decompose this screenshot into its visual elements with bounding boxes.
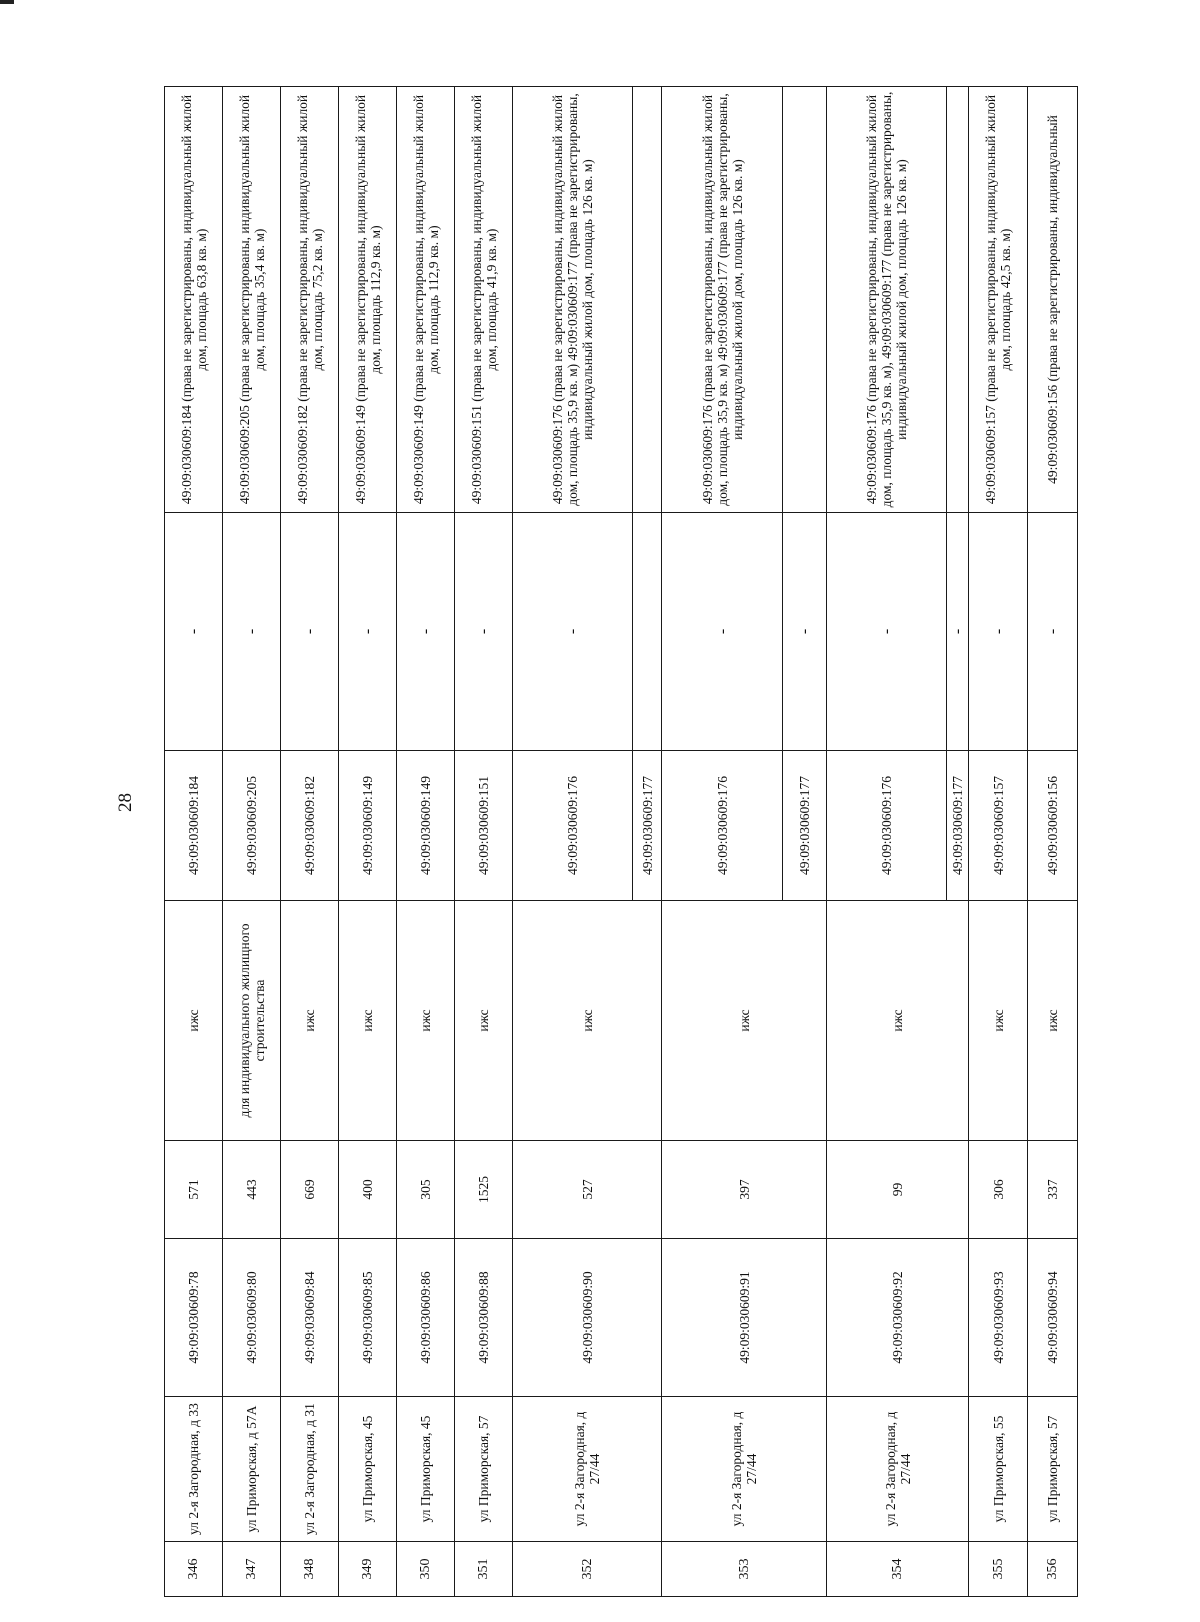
building-rights-cell: 49:09:030609:157 (права не зарегистрированы, индивидуальный жилой дом, площадь 42,5 кв. м) (969, 87, 1028, 513)
building-rights-cell: 49:09:030609:182 (права не зарегистрированы, индивидуальный жилой дом, площадь 75,2 кв. м) (281, 87, 339, 513)
empty-value-cell: - (397, 513, 455, 751)
address-cell: ул Приморская, 45 (397, 1397, 455, 1542)
building-number-cell: 49:09:030609:176 (827, 751, 947, 901)
empty-value-cell: - (969, 513, 1028, 751)
area-cell: 400 (339, 1141, 397, 1239)
empty-value-cell: - (947, 513, 969, 751)
area-cell: 337 (1028, 1141, 1078, 1239)
building-number-cell: 49:09:030609:151 (455, 751, 513, 901)
table-row (662, 87, 783, 1597)
row-number: 347 (223, 1542, 281, 1597)
building-rights-cell: 49:09:030609:151 (права не зарегистрированы, индивидуальный жилой дом, площадь 41,9 кв. м) (455, 87, 513, 513)
table-row (397, 87, 455, 1597)
row-number: 350 (397, 1542, 455, 1597)
land-use-cell: для индивидуального жилищного строительства (223, 901, 281, 1141)
empty-value-cell: - (1028, 513, 1078, 751)
land-use-cell: ижс (662, 901, 827, 1141)
building-number-cell: 49:09:030609:176 (513, 751, 633, 901)
rotated-page (164, 87, 1078, 1597)
area-cell: 527 (513, 1141, 662, 1239)
building-number-cell: 49:09:030609:149 (397, 751, 455, 901)
row-number: 356 (1028, 1542, 1078, 1597)
parcel-number-cell: 49:09:030609:88 (455, 1239, 513, 1397)
land-use-cell: ижс (827, 901, 969, 1141)
parcel-number-cell: 49:09:030609:80 (223, 1239, 281, 1397)
table-row (165, 87, 223, 1597)
building-number-cell: 49:09:030609:182 (281, 751, 339, 901)
building-number-cell: 49:09:030609:184 (165, 751, 223, 901)
address-cell: ул Приморская, д 57А (223, 1397, 281, 1542)
empty-cell (633, 87, 662, 513)
area-cell: 443 (223, 1141, 281, 1239)
area-cell: 571 (165, 1141, 223, 1239)
building-rights-cell: 49:09:030609:156 (права не зарегистрированы, индивидуальный (1028, 87, 1078, 513)
land-use-cell: ижс (1028, 901, 1078, 1141)
empty-cell (783, 87, 827, 513)
row-number: 352 (513, 1542, 662, 1597)
scan-edge-mark (0, 0, 14, 4)
area-cell: 305 (397, 1141, 455, 1239)
row-number: 349 (339, 1542, 397, 1597)
empty-value-cell: - (455, 513, 513, 751)
land-use-cell: ижс (339, 901, 397, 1141)
parcel-number-cell: 49:09:030609:94 (1028, 1239, 1078, 1397)
address-cell: ул Приморская, 55 (969, 1397, 1028, 1542)
row-number: 354 (827, 1542, 969, 1597)
empty-value-cell: - (662, 513, 783, 751)
address-cell: ул 2-я Загородная, д 31 (281, 1397, 339, 1542)
land-use-cell: ижс (165, 901, 223, 1141)
building-number-cell: 49:09:030609:177 (633, 751, 662, 901)
area-cell: 669 (281, 1141, 339, 1239)
building-rights-cell: 49:09:030609:149 (права не зарегистрированы, индивидуальный жилой дом, площадь 112,9 кв. м) (339, 87, 397, 513)
parcel-number-cell: 49:09:030609:93 (969, 1239, 1028, 1397)
parcel-number-cell: 49:09:030609:90 (513, 1239, 662, 1397)
row-number: 353 (662, 1542, 827, 1597)
table-row (827, 87, 947, 1597)
empty-value-cell: - (783, 513, 827, 751)
land-use-cell: ижс (455, 901, 513, 1141)
land-use-cell: ижс (969, 901, 1028, 1141)
building-rights-cell: 49:09:030609:149 (права не зарегистрированы, индивидуальный жилой дом, площадь 112,9 кв. м) (397, 87, 455, 513)
empty-cell (947, 87, 969, 513)
row-number: 346 (165, 1542, 223, 1597)
table-row (969, 87, 1028, 1597)
building-rights-cell: 49:09:030609:176 (права не зарегистрированы, индивидуальный жилой дом, площадь 35,9 кв. м) 49:09:030609:177 (права не зарегистрированы, индивидуальный жилой дом, площадь 126 кв. м) (513, 87, 633, 513)
area-cell: 397 (662, 1141, 827, 1239)
table-row (223, 87, 281, 1597)
building-rights-cell: 49:09:030609:176 (права не зарегистрированы, индивидуальный жилой дом, площадь 35,9 кв. м), 49:09:030609:177 (права не зарегистрированы, индивидуальный жилой дом, площадь 126 кв. м) (827, 87, 947, 513)
address-cell: ул Приморская, 57 (455, 1397, 513, 1542)
building-number-cell: 49:09:030609:177 (947, 751, 969, 901)
address-cell: ул 2-я Загородная, д 27/44 (662, 1397, 827, 1542)
table-row (1028, 87, 1078, 1597)
address-cell: ул 2-я Загородная, д 27/44 (827, 1397, 969, 1542)
table-row (281, 87, 339, 1597)
row-number: 355 (969, 1542, 1028, 1597)
empty-value-cell: - (827, 513, 947, 751)
area-cell: 1525 (455, 1141, 513, 1239)
empty-cell (633, 513, 662, 751)
building-number-cell: 49:09:030609:177 (783, 751, 827, 901)
building-number-cell: 49:09:030609:149 (339, 751, 397, 901)
row-number: 348 (281, 1542, 339, 1597)
address-cell: ул Приморская, 57 (1028, 1397, 1078, 1542)
land-use-cell: ижс (513, 901, 662, 1141)
table-row (339, 87, 397, 1597)
building-rights-cell: 49:09:030609:205 (права не зарегистрированы, индивидуальный жилой дом, площадь 35,4 кв. м) (223, 87, 281, 513)
empty-value-cell: - (223, 513, 281, 751)
land-registry-table (164, 86, 1078, 1597)
empty-value-cell: - (339, 513, 397, 751)
parcel-number-cell: 49:09:030609:85 (339, 1239, 397, 1397)
building-rights-cell: 49:09:030609:184 (права не зарегистрированы, индивидуальный жилой дом, площадь 63,8 кв. м) (165, 87, 223, 513)
parcel-number-cell: 49:09:030609:78 (165, 1239, 223, 1397)
page-number: 28 (115, 793, 136, 812)
parcel-number-cell: 49:09:030609:84 (281, 1239, 339, 1397)
building-number-cell: 49:09:030609:176 (662, 751, 783, 901)
building-number-cell: 49:09:030609:157 (969, 751, 1028, 901)
parcel-number-cell: 49:09:030609:91 (662, 1239, 827, 1397)
land-use-cell: ижс (397, 901, 455, 1141)
address-cell: ул Приморская, 45 (339, 1397, 397, 1542)
table-row (455, 87, 513, 1597)
parcel-number-cell: 49:09:030609:86 (397, 1239, 455, 1397)
land-use-cell: ижс (281, 901, 339, 1141)
parcel-number-cell: 49:09:030609:92 (827, 1239, 969, 1397)
building-number-cell: 49:09:030609:156 (1028, 751, 1078, 901)
address-cell: ул 2-я Загородная, д 33 (165, 1397, 223, 1542)
empty-value-cell: - (281, 513, 339, 751)
building-rights-cell: 49:09:030609:176 (права не зарегистрированы, индивидуальный жилой дом, площадь 35,9 кв. м) 49:09:030609:177 (права не зарегистрированы, индивидуальный жилой дом, площадь 126 кв. м) (662, 87, 783, 513)
empty-value-cell: - (165, 513, 223, 751)
area-cell: 306 (969, 1141, 1028, 1239)
empty-value-cell: - (513, 513, 633, 751)
area-cell: 99 (827, 1141, 969, 1239)
table-row (513, 87, 633, 1597)
address-cell: ул 2-я Загородная, д 27/44 (513, 1397, 662, 1542)
row-number: 351 (455, 1542, 513, 1597)
building-number-cell: 49:09:030609:205 (223, 751, 281, 901)
